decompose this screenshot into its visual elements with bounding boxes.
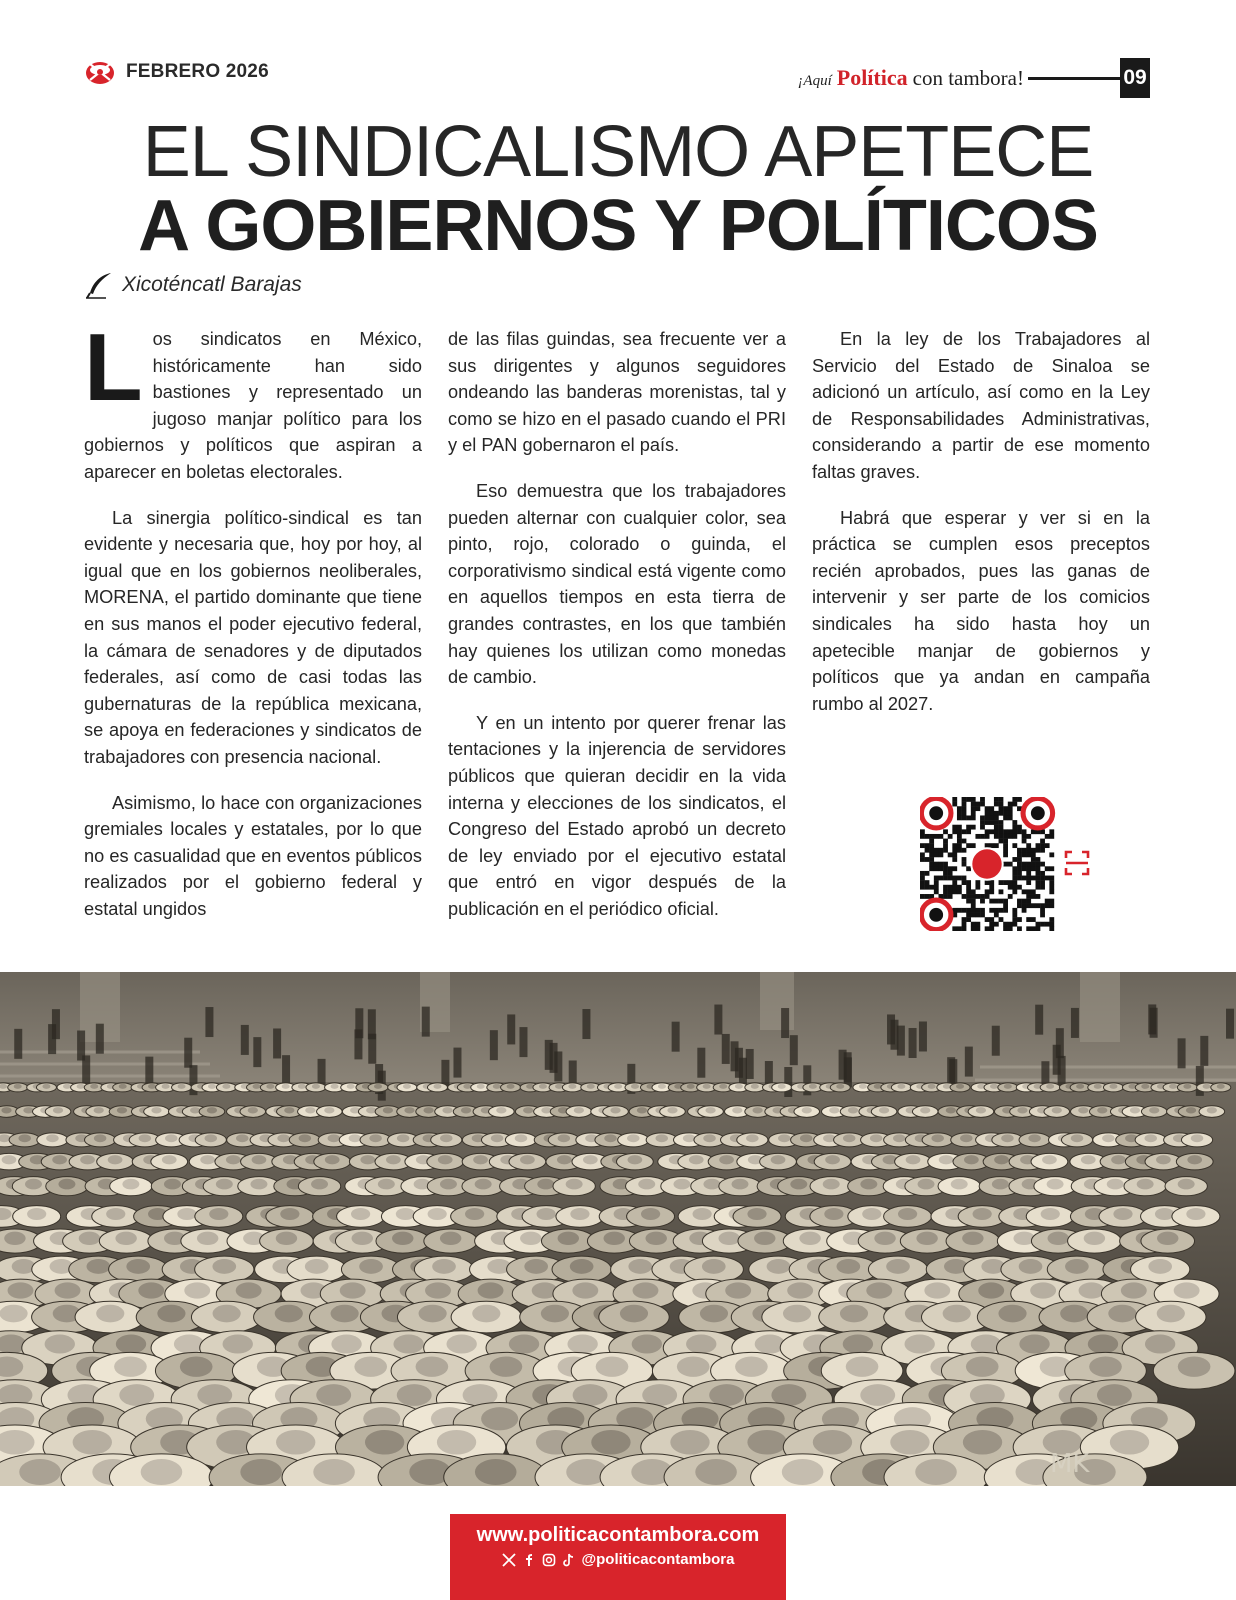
instagram-icon[interactable] bbox=[542, 1553, 556, 1567]
paragraph: La sinergia político-sindical es tan evidente y necesaria que, hoy por hoy, al igual que en los gobiernos neoliberales, MORENA, el partido dominante que tiene en sus manos el poder ejecutivo federal, la cámara de senadores y de diputados federales, así como de casi todas las gubernaturas de la república mexicana, se apoya en federaciones y sindicatos de trabajadores con presencia nacional. bbox=[84, 507, 422, 767]
headline-line1: EL SINDICALISMO APETECE bbox=[142, 112, 1094, 192]
byline bbox=[84, 270, 302, 300]
article-column-2 bbox=[448, 326, 786, 941]
social-handle[interactable]: @politicacontambora bbox=[581, 1551, 735, 1568]
quill-icon bbox=[84, 270, 114, 300]
social-row bbox=[450, 1551, 786, 1568]
paragraph: Asimismo, lo hace con organizaciones gremiales locales y estatales, por lo que no es casualidad que en eventos públicos realizados por el gobierno federal y estatal ungidos bbox=[84, 792, 422, 919]
x-icon[interactable] bbox=[502, 1553, 516, 1567]
qr-code[interactable] bbox=[920, 797, 1056, 931]
paragraph bbox=[84, 314, 422, 486]
tiktok-icon[interactable] bbox=[562, 1553, 576, 1567]
website-link[interactable]: www.politicacontambora.com bbox=[476, 1524, 760, 1546]
paragraph: Habrá que esperar y ver si en la práctica se cumplen esos preceptos recién aprobados, pues las ganas de intervenir y ser parte de los comicios sindicales ha sido hasta hoy un apetecible manjar de gobiernos y políticos que ya andan en campaña rumbo al 2027. bbox=[812, 507, 1150, 714]
header-left bbox=[84, 58, 269, 86]
header-right bbox=[798, 58, 1150, 98]
slogan-pre: ¡Aquí bbox=[797, 73, 832, 89]
headline-line2: A GOBIERNOS Y POLÍTICOS bbox=[138, 186, 1098, 266]
historic-crowd-photo bbox=[0, 972, 1236, 1486]
issue-date: FEBRERO 2026 bbox=[126, 61, 269, 82]
paragraph: En la ley de los Trabajadores al Servicio del Estado de Sinaloa se adicionó un artículo, así como en la Ley de Responsabilidades Administrativas, considerando a partir de ese momento faltas graves. bbox=[812, 329, 1150, 482]
page-number: 09 bbox=[1120, 58, 1150, 98]
footer-banner bbox=[450, 1514, 786, 1600]
photo-signature: MK bbox=[1050, 1449, 1090, 1479]
author-name: Xicoténcatl Barajas bbox=[122, 273, 302, 296]
paragraph: de las filas guindas, sea frecuente ver a sus dirigentes y algunos seguidores ondeando las banderas morenistas, tal y como se hizo en el pasado cuando el PRI y el PAN gobernaron el país. bbox=[448, 329, 786, 456]
tambora-logo-icon bbox=[84, 58, 116, 86]
paragraph: Eso demuestra que los trabajadores pueden alternar con cualquier color, sea pinto, rojo, colorado o guinda, el corporativismo sindical está vigente como en aquellos tiempos en esta tierra de grandes contrastes, en los que también hay quienes los utilizan como monedas de cambio. bbox=[448, 480, 786, 688]
paragraph: Y en un intento por querer frenar las tentaciones y la injerencia de servidores públicos que quieran decidir en la vida interna y elecciones de los sindicatos, el Congreso del Estado aprobó un decreto de ley enviado por el ejecutivo estatal que entró en vigor después de la publicación en el periódico oficial. bbox=[448, 712, 786, 919]
paragraph-text: os sindicatos en México, históricamente han sido bastiones y representado un jugoso manjar político para los gobiernos y políticos que aspiran a aparecer en boletas electorales. bbox=[84, 329, 422, 482]
slogan-post: con tambora! bbox=[912, 66, 1024, 90]
scan-icon bbox=[1064, 849, 1090, 877]
header-rule bbox=[1028, 77, 1120, 80]
article-column-1 bbox=[84, 314, 422, 941]
facebook-icon[interactable] bbox=[522, 1553, 536, 1567]
article-column-3 bbox=[812, 326, 1150, 736]
drop-cap: L bbox=[84, 314, 143, 421]
slogan-brand: Política bbox=[836, 65, 908, 90]
slogan bbox=[798, 65, 1024, 91]
